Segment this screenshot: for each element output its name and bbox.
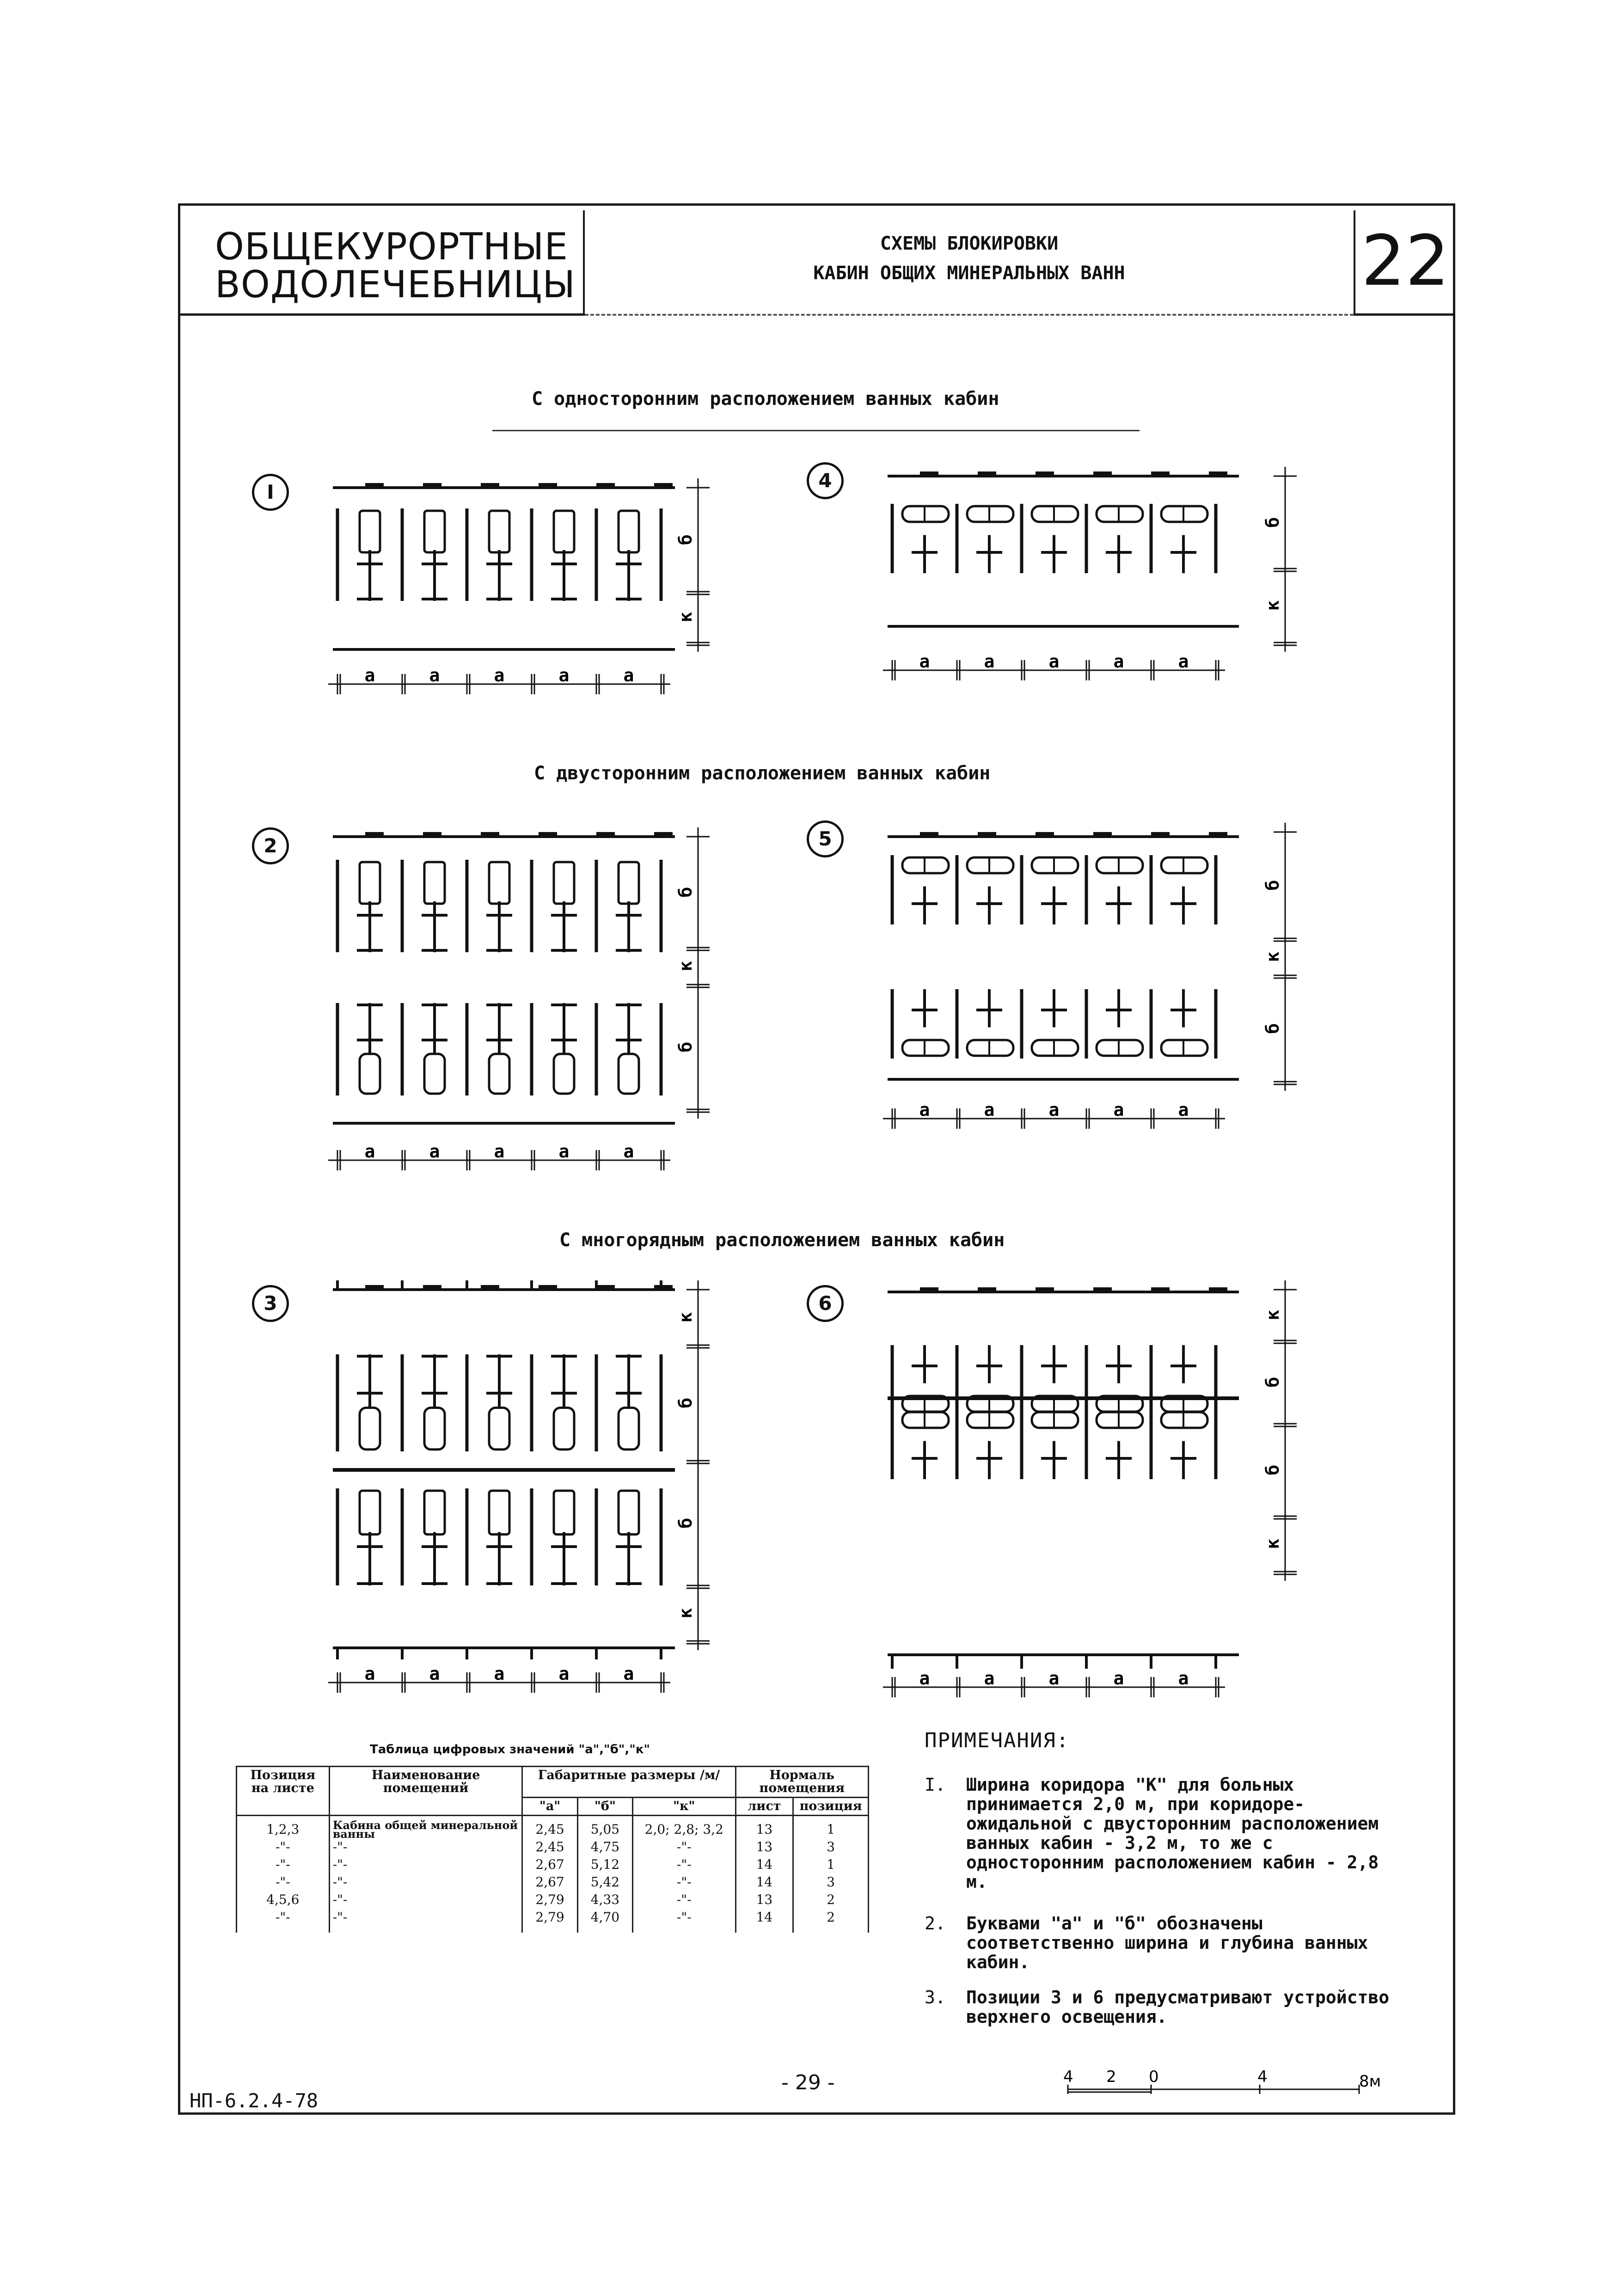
table-cell-b: 5,12 <box>590 1857 620 1872</box>
names-column <box>329 1816 522 1933</box>
table-cell-a: 2,45 <box>535 1839 564 1854</box>
dimension-label: б <box>1262 1377 1283 1388</box>
col-header-name: Наименование помещений <box>329 1767 522 1816</box>
table-cell-sheet: 14 <box>756 1909 773 1925</box>
table-cell-name: -"- <box>332 1857 348 1872</box>
dimension-label: а <box>1113 1668 1124 1689</box>
dimension-label: а <box>364 1664 375 1684</box>
title-line-1: СХЕМЫ БЛОКИРОВКИ <box>880 233 1059 254</box>
bath-tub <box>554 1408 574 1450</box>
col-header-norm: Нормаль помещения <box>735 1767 869 1798</box>
table-cell-name: Кабина общей минеральной ванны <box>332 1818 518 1841</box>
dimension-label: а <box>1178 1668 1189 1689</box>
bath-tub <box>554 862 574 904</box>
sheet-title <box>585 229 1354 288</box>
dimension-label: а <box>364 1141 375 1162</box>
table-cell-k: -"- <box>676 1839 692 1854</box>
scheme-2-plan <box>324 823 740 1174</box>
bath-tub <box>489 862 509 904</box>
table-cell-norm-position: 3 <box>827 1874 835 1890</box>
table-cell-norm-position: 2 <box>827 1892 835 1907</box>
bath-tub <box>619 1054 639 1094</box>
dimension-label: б <box>675 887 696 898</box>
bath-tub <box>424 1408 445 1450</box>
dimension-label: б <box>1262 880 1283 891</box>
dimension-label: а <box>429 665 440 685</box>
table-cell-position: -"- <box>275 1874 290 1890</box>
scale-tick-label: 0 <box>1149 2068 1159 2086</box>
dimension-label: к <box>675 1312 696 1323</box>
scale-tick-label: 8м <box>1359 2072 1381 2091</box>
bath-tub <box>424 1054 445 1094</box>
org-line-1: ОБЩЕКУРОРТНЫЕ <box>215 225 569 268</box>
table-cell-b: 5,42 <box>590 1874 620 1890</box>
sheet-number-cell <box>1354 210 1455 316</box>
position-marker-1: I <box>252 474 289 511</box>
dimension-label: б <box>675 1397 696 1408</box>
table-cell-k: -"- <box>676 1892 692 1907</box>
position-marker-3: 3 <box>252 1285 289 1322</box>
scale-tick-label: 2 <box>1106 2068 1116 2086</box>
note-3-text: Позиции 3 и 6 предусматривают устройство верхнего освещения. <box>966 1987 1390 2027</box>
notes-heading: ПРИМЕЧАНИЯ: <box>925 1729 1070 1752</box>
document-reference: НП-6.2.4-78 <box>190 2089 319 2112</box>
bath-tub <box>619 1408 639 1450</box>
table-cell-sheet: 13 <box>756 1892 773 1907</box>
dimension-label: а <box>494 1664 505 1684</box>
note-3-number: 3. <box>925 1987 946 2007</box>
table-cell-position: -"- <box>275 1839 290 1854</box>
table-cell-a: 2,45 <box>535 1822 564 1837</box>
table-cell-sheet: 14 <box>756 1857 773 1872</box>
graphic-scale-bar <box>1063 2066 1387 2103</box>
table-cell-position: 4,5,6 <box>266 1892 300 1907</box>
scale-tick-label: 4 <box>1063 2068 1073 2086</box>
dimension-label: а <box>364 665 375 685</box>
scheme-3-plan <box>324 1276 740 1706</box>
title-line-2: КАБИН ОБЩИХ МИНЕРАЛЬНЫХ ВАНН <box>813 263 1125 284</box>
dimension-label: а <box>1113 1100 1124 1120</box>
bath-tub <box>489 1491 509 1535</box>
section-heading-one-sided: С односторонним расположением ванных кабин <box>532 388 999 410</box>
dimension-label: а <box>1178 1100 1189 1120</box>
bath-tub <box>424 862 445 904</box>
scale-tick-label: 4 <box>1257 2068 1268 2086</box>
table-cell-k: -"- <box>676 1909 692 1925</box>
bath-tub <box>360 1491 380 1535</box>
table-body-row <box>237 1816 869 1933</box>
bath-tub <box>424 1491 445 1535</box>
dimension-label: а <box>429 1141 440 1162</box>
dimension-label: к <box>1262 951 1283 962</box>
dimension-label: а <box>1178 651 1189 672</box>
dimension-label: а <box>558 1664 570 1684</box>
bath-tub <box>619 862 639 904</box>
dimension-label: а <box>623 1664 634 1684</box>
dimension-label: а <box>919 1668 930 1689</box>
bath-tub <box>360 1408 380 1450</box>
bath-tub <box>360 862 380 904</box>
k-values-column <box>633 1816 735 1933</box>
a-values-column <box>522 1816 577 1933</box>
table-cell-norm-position: 1 <box>827 1857 835 1872</box>
table-cell-k: -"- <box>676 1874 692 1890</box>
dimension-label: а <box>1048 651 1060 672</box>
col-header-norm-position: позиция <box>793 1798 869 1816</box>
scheme-5-plan <box>878 818 1318 1142</box>
bath-tub <box>489 1054 509 1094</box>
table-cell-position: -"- <box>275 1857 290 1872</box>
title-block <box>178 210 1455 316</box>
position-marker-4: 4 <box>807 462 844 499</box>
table-cell-norm-position: 2 <box>827 1909 835 1925</box>
dimension-label: а <box>1048 1668 1060 1689</box>
table-caption: Таблица цифровых значений "а","б","к" <box>370 1743 650 1756</box>
scheme-4-plan <box>878 462 1318 712</box>
dimension-label: к <box>1262 1310 1283 1321</box>
table-cell-norm-position: 1 <box>827 1822 835 1837</box>
table-cell-a: 2,79 <box>535 1892 564 1907</box>
table-cell-b: 4,75 <box>590 1839 620 1854</box>
bath-tub <box>554 1054 574 1094</box>
dimension-label: а <box>984 651 995 672</box>
dimension-label: а <box>494 665 505 685</box>
col-header-k: "к" <box>633 1798 735 1816</box>
bath-tub <box>489 1408 509 1450</box>
table-cell-sheet: 13 <box>756 1839 773 1854</box>
positions-column <box>237 1816 330 1933</box>
dimension-label: а <box>1113 651 1124 672</box>
bath-tub <box>360 511 380 552</box>
bath-tub <box>489 511 509 552</box>
table-cell-name: -"- <box>332 1909 348 1925</box>
dimension-label: а <box>984 1668 995 1689</box>
col-header-position: Позиция на листе <box>237 1767 330 1816</box>
table-cell-sheet: 14 <box>756 1874 773 1890</box>
table-cell-b: 5,05 <box>590 1822 620 1837</box>
dimension-label: б <box>1262 1464 1283 1475</box>
dimension-label: к <box>1262 1538 1283 1549</box>
note-1-number: I. <box>925 1775 946 1795</box>
table-cell-a: 2,67 <box>535 1857 564 1872</box>
bath-tub <box>554 1491 574 1535</box>
organization-name <box>215 225 576 306</box>
dimension-label: к <box>675 1608 696 1619</box>
b-values-column <box>577 1816 632 1933</box>
bath-tub <box>619 1491 639 1535</box>
dimension-label: а <box>623 1141 634 1162</box>
dimension-label: а <box>558 1141 570 1162</box>
table-cell-name: -"- <box>332 1839 348 1854</box>
section-heading-multi-row: С многорядным расположением ванных кабин <box>559 1230 1005 1251</box>
note-2-number: 2. <box>925 1913 946 1934</box>
bath-tub <box>360 1054 380 1094</box>
position-marker-5: 5 <box>807 820 844 857</box>
table-cell-position: 1,2,3 <box>266 1822 300 1837</box>
organization-cell <box>178 210 585 316</box>
bath-tub <box>424 511 445 552</box>
scheme-6-plan <box>878 1276 1318 1692</box>
note-2-text: Буквами "а" и "б" обозначены соответственно ширина и глубина ванных кабин. <box>966 1913 1368 1972</box>
dimension-label: к <box>675 961 696 972</box>
dimension-label: а <box>429 1664 440 1684</box>
dimension-label: а <box>919 651 930 672</box>
dimension-label: б <box>675 534 696 545</box>
dimension-label: а <box>494 1141 505 1162</box>
table-cell-name: -"- <box>332 1892 348 1907</box>
dimension-label: к <box>675 612 696 623</box>
position-marker-2: 2 <box>252 827 289 864</box>
table-cell-k: 2,0; 2,8; 3,2 <box>644 1822 723 1837</box>
section-underline <box>492 430 1140 431</box>
dimension-label: б <box>675 1518 696 1529</box>
table-cell-b: 4,33 <box>590 1892 620 1907</box>
table-cell-name: -"- <box>332 1874 348 1890</box>
table-cell-a: 2,79 <box>535 1909 564 1925</box>
table-cell-a: 2,67 <box>535 1874 564 1890</box>
dimension-label: б <box>1262 1023 1283 1034</box>
scheme-1-plan <box>324 467 740 726</box>
sheet-number: 22 <box>1361 221 1450 301</box>
section-heading-two-sided: С двусторонним расположением ванных кабин <box>534 763 991 784</box>
values-table <box>236 1766 869 1933</box>
col-header-a: "а" <box>522 1798 577 1816</box>
position-marker-6: 6 <box>807 1285 844 1322</box>
table-cell-b: 4,70 <box>590 1909 620 1925</box>
bath-tub <box>619 511 639 552</box>
col-header-b: "б" <box>577 1798 632 1816</box>
table-cell-norm-position: 3 <box>827 1839 835 1854</box>
note-1-text: Ширина коридора "К" для больных принимается 2,0 м, при коридоре-ожидальной с двусторонним расположением ванных кабин - 3,2 м, то же с односторонним расположением кабин - 2,8 м. <box>966 1775 1379 1892</box>
dimension-label: б <box>675 1041 696 1053</box>
dimension-label: а <box>1048 1100 1060 1120</box>
sheet-title-cell <box>585 210 1354 316</box>
col-header-sheet: лист <box>735 1798 793 1816</box>
dimension-label: к <box>1262 600 1283 611</box>
dimension-label: а <box>984 1100 995 1120</box>
table-cell-position: -"- <box>275 1909 290 1925</box>
bath-tub <box>554 511 574 552</box>
table-cell-k: -"- <box>676 1857 692 1872</box>
table-cell-sheet: 13 <box>756 1822 773 1837</box>
org-line-2: ВОДОЛЕЧЕБНИЦЫ <box>215 263 576 306</box>
dimension-label: а <box>919 1100 930 1120</box>
dimension-label: а <box>558 665 570 685</box>
sheets-column <box>735 1816 793 1933</box>
norm-positions-column <box>793 1816 869 1933</box>
dimension-label: а <box>623 665 634 685</box>
col-header-sizes: Габаритные размеры /м/ <box>522 1767 735 1798</box>
page-number: - 29 - <box>781 2071 835 2094</box>
dimension-label: б <box>1262 517 1283 528</box>
